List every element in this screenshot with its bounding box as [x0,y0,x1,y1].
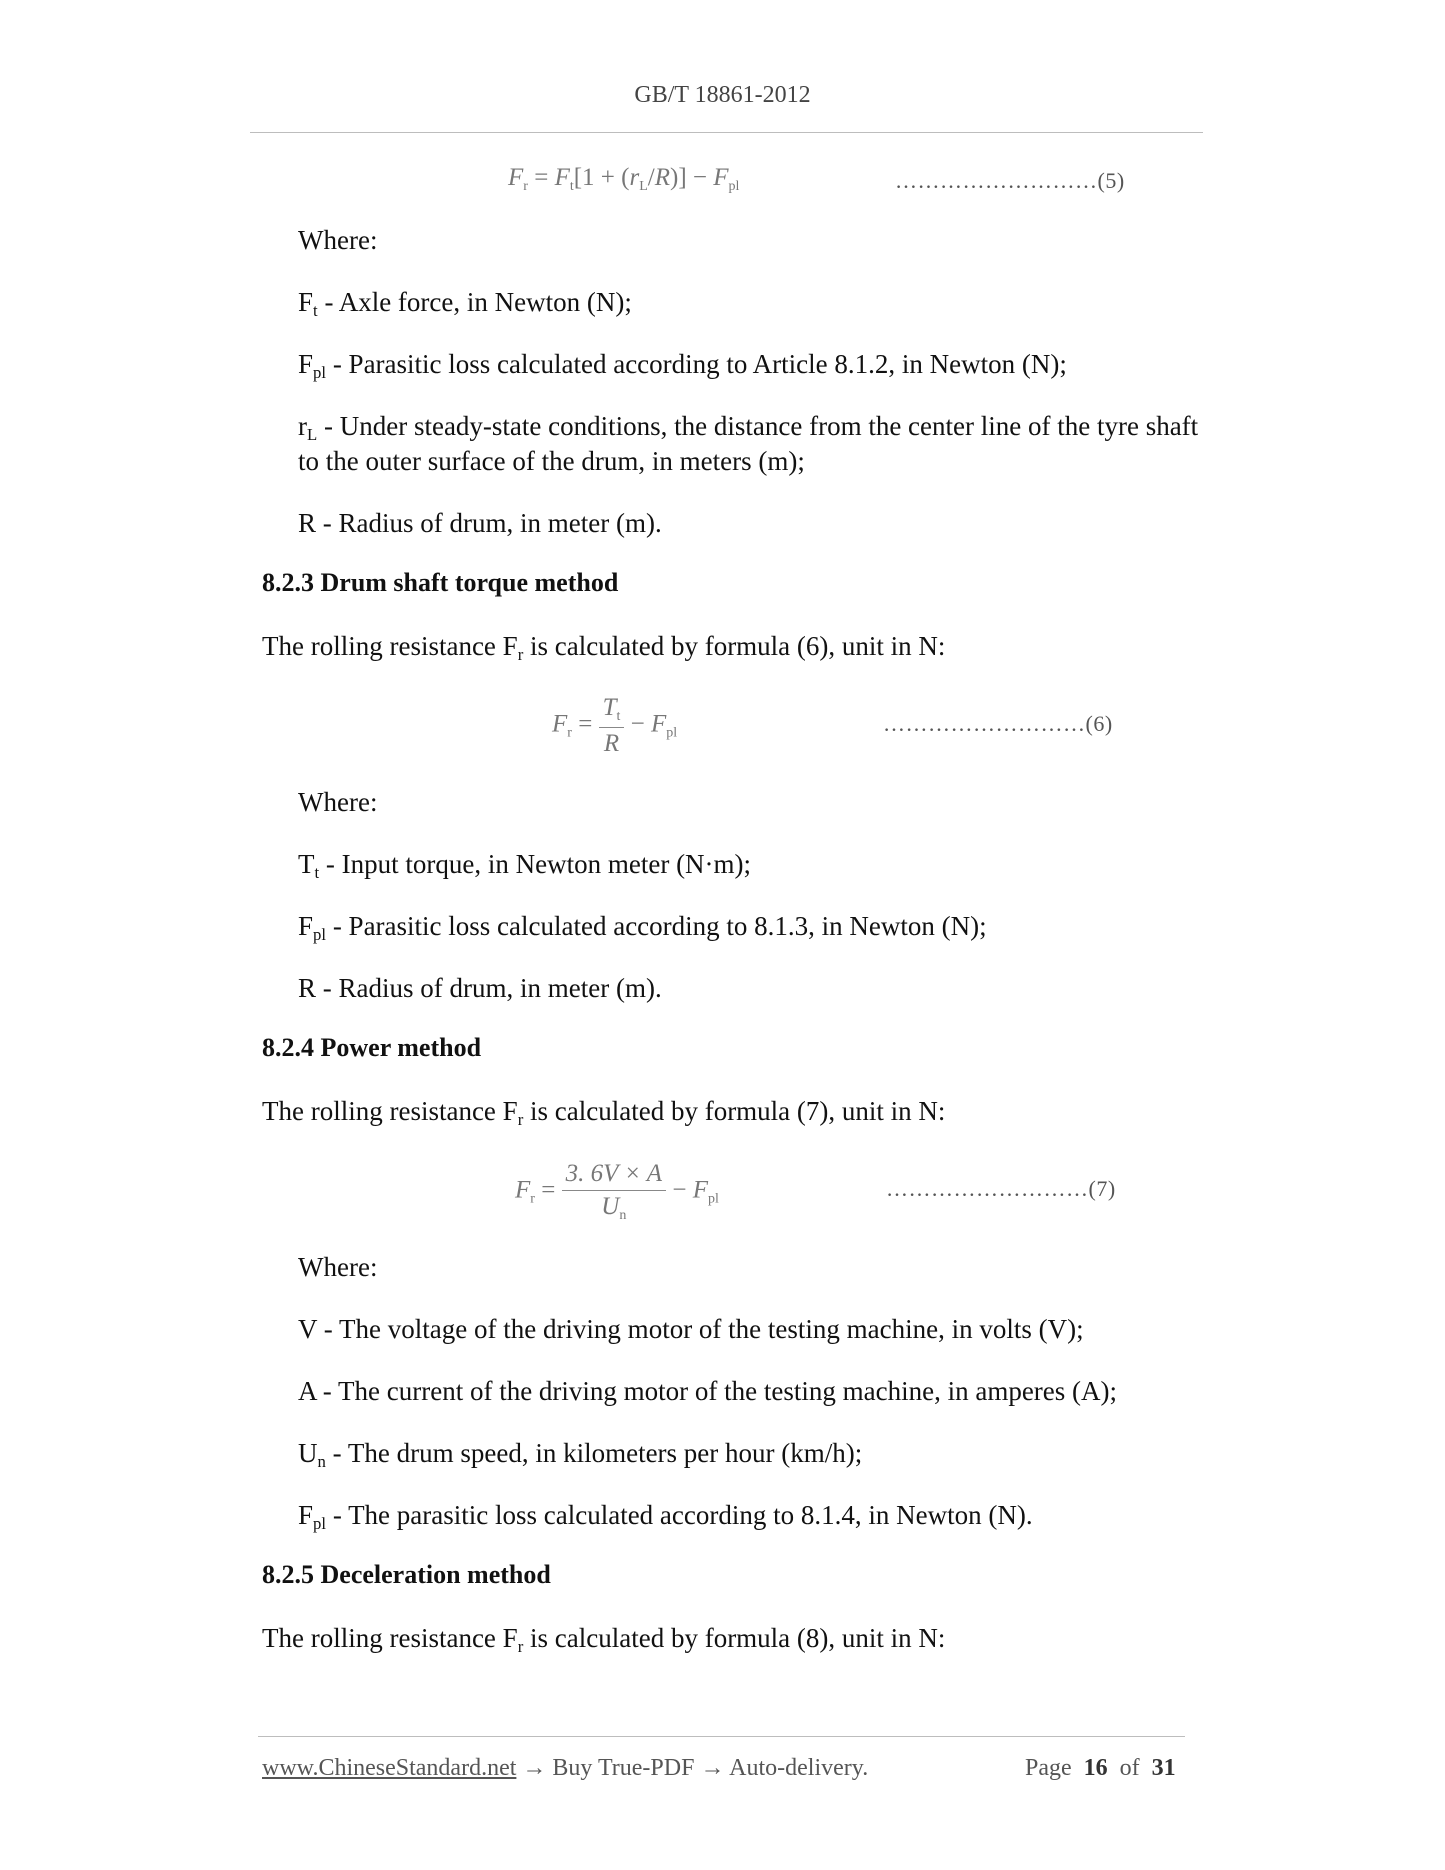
section-8-2-5-heading: 8.2.5 Deceleration method [262,1560,551,1589]
section-8-2-4-intro: The rolling resistance $F_r$ is calculated by formula (7), unit in N: [262,1096,946,1130]
def-distance-rl: $r_L$ - Under steady-state conditions, the distance from the center line of the tyre shaft [298,411,1199,445]
section-8-2-5-intro: The rolling resistance $F_r$ is calculated by formula (8), unit in N: [262,1623,946,1657]
def-parasitic-loss-3: $F_{pl}$ - The parasitic loss calculated according to 8.1.4, in Newton (N). [298,1500,1033,1534]
header-rule [250,132,1203,133]
def-input-torque: $T_t$ - Input torque, in Newton meter (N·m); [298,849,752,883]
def-parasitic-loss-1: $F_{pl}$ - Parasitic loss calculated according to Article 8.1.2, in Newton (N); [298,349,1067,383]
arrow-right-icon: → [522,1755,547,1781]
def-radius-2: R - Radius of drum, in meter (m). [298,973,662,1003]
footer-rule [258,1736,1185,1737]
footer-links [262,1755,868,1782]
buy-pdf-text: Buy True-PDF [552,1755,695,1781]
section-8-2-3-intro: The rolling resistance $F_r$ is calculated by formula (6), unit in N: [262,631,946,665]
def-distance-rl-cont: to the outer surface of the drum, in meters (m); [298,446,805,476]
def-current: A - The current of the driving motor of the testing machine, in amperes (A); [298,1376,1118,1406]
def-radius-1: R - Radius of drum, in meter (m). [298,508,662,538]
def-parasitic-loss-2: $F_{pl}$ - Parasitic loss calculated according to 8.1.3, in Newton (N); [298,911,987,945]
formula-6: Fr = $\frac{Tt}{R}$ − Fpl [552,694,678,757]
formula-7: Fr = $\frac{3. 6V \times A}{Un}$ − Fpl [515,1160,719,1223]
page-number: Page 16 of 31 [1025,1755,1176,1781]
def-drum-speed: $U_n$ - The drum speed, in kilometers per hour (km/h); [298,1438,863,1472]
formula-5-number: ………………………(5) [895,168,1125,193]
section-8-2-4-heading: 8.2.4 Power method [262,1033,482,1062]
def-voltage: V - The voltage of the driving motor of the testing machine, in volts (V); [298,1314,1084,1344]
arrow-right-icon: → [700,1755,725,1781]
formula-7-number: ………………………(7) [886,1176,1116,1201]
section-8-2-3-heading: 8.2.3 Drum shaft torque method [262,568,619,597]
formula-6-number: ………………………(6) [883,711,1113,736]
document-header: GB/T 18861-2012 [634,82,811,108]
auto-delivery-text: Auto-delivery. [729,1755,869,1781]
where-label-1: Where: [298,225,378,255]
def-axle-force: $F_t$ - Axle force, in Newton (N); [298,287,632,321]
where-label-3: Where: [298,1252,378,1282]
where-label-2: Where: [298,787,378,817]
website-link[interactable]: www.ChineseStandard.net [262,1755,517,1781]
formula-5: Fr = Ft[1 + (rL/R)] − Fpl [508,164,740,194]
